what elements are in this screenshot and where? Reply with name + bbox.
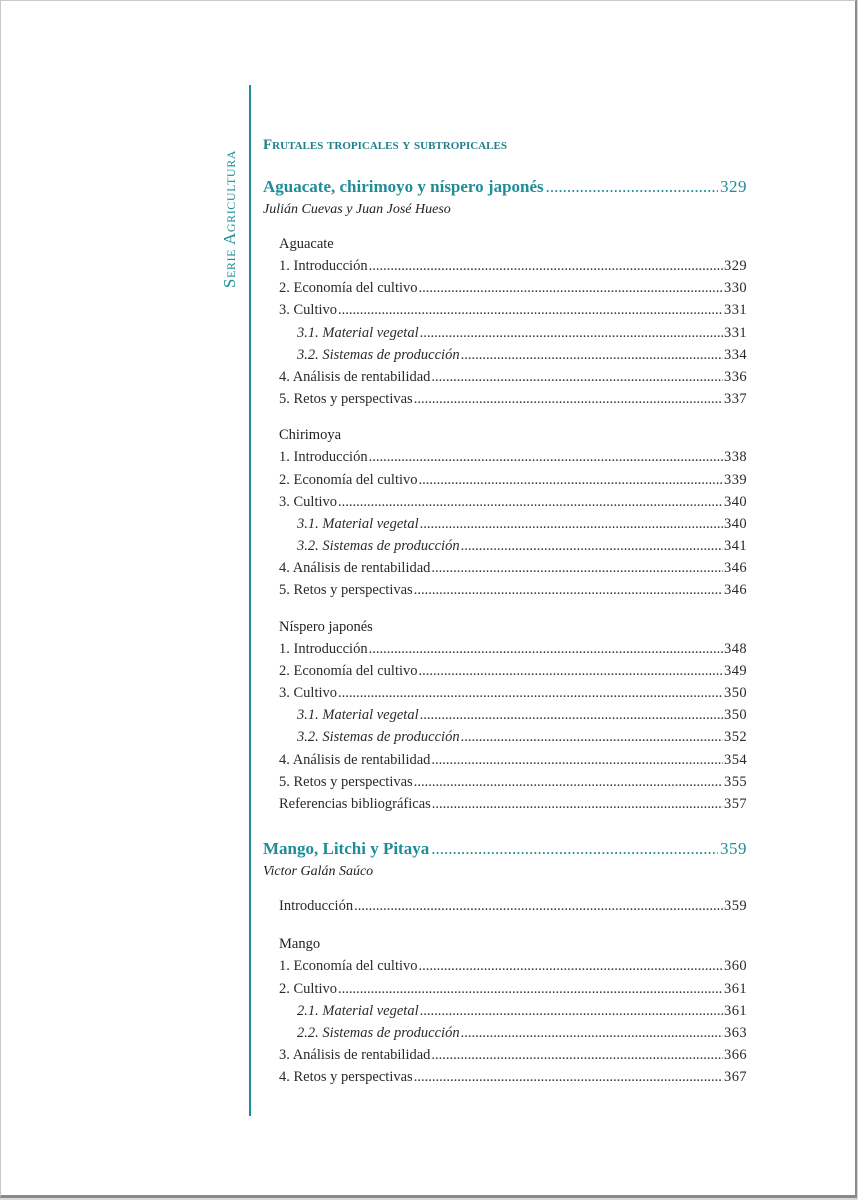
toc-entry[interactable] [279,388,747,410]
entry-page: 346 [724,582,747,599]
entry-page: 334 [724,346,747,363]
dot-leader [431,837,718,861]
toc-subentry[interactable] [279,344,747,366]
dot-leader [420,704,723,726]
entry-page: 348 [724,640,747,657]
entry-page: 340 [724,515,747,532]
entry-label: 3.2. Sistemas de producción [297,538,460,555]
dot-leader [369,638,723,660]
entry-page: 350 [724,707,747,724]
entry-label: Referencias bibliográficas [279,795,431,812]
toc-entry[interactable] [279,366,747,388]
dot-leader [461,344,723,366]
dot-leader [420,513,723,535]
entry-page: 363 [724,1024,747,1041]
entry-page: 354 [724,751,747,768]
toc-subentry[interactable] [279,704,747,726]
chapter-heading[interactable] [263,175,747,199]
toc-subentry[interactable] [279,535,747,557]
toc-entry[interactable] [279,749,747,771]
entry-label: 3. Análisis de rentabilidad [279,1047,431,1064]
chapter-authors: Victor Galán Saúco [263,864,374,880]
table-of-contents [263,135,747,1088]
entry-label: 1. Introducción [279,258,368,274]
entry-page: 355 [724,773,747,790]
entry-page: 341 [724,538,747,555]
toc-entry[interactable] [279,660,747,682]
chapter-page: 329 [720,177,747,196]
dot-leader [369,255,723,277]
entry-label: 3. Cultivo [279,493,338,510]
toc-entry[interactable] [279,579,747,601]
dot-leader [354,895,723,917]
entry-label: 2. Economía del cultivo [279,471,418,488]
entry-label: 3.2. Sistemas de producción [297,729,460,746]
section-title: Frutales tropicales y subtropicales [263,137,507,153]
dot-leader [338,978,723,1000]
group-title: Mango [279,936,321,953]
chapter-title: Aguacate, chirimoyo y níspero japonés [263,177,544,196]
entry-label: 4. Análisis de rentabilidad [279,368,431,385]
toc-group [263,883,747,1088]
dot-leader [546,175,718,199]
dot-leader [419,277,724,299]
dot-leader [369,446,723,468]
series-label: Serie Agricultura [220,149,239,289]
entry-label: 2. Economía del cultivo [279,280,418,297]
entry-label: 4. Análisis de rentabilidad [279,751,431,768]
chapter-authors: Julián Cuevas y Juan José Hueso [263,202,451,217]
entry-page: 346 [724,560,747,577]
dot-leader [431,1044,723,1066]
chapter-heading[interactable] [263,837,747,861]
dot-leader [338,299,723,321]
entry-page: 330 [724,280,747,297]
dot-leader [461,535,723,557]
dot-leader [431,749,723,771]
toc-subentry[interactable] [279,726,747,748]
toc-subentry[interactable] [279,1000,747,1022]
chapter-title: Mango, Litchi y Pitaya [263,839,430,859]
dot-leader [432,793,723,815]
dot-leader [419,660,724,682]
dot-leader [414,771,723,793]
entry-page: 361 [724,1002,747,1019]
dot-leader [338,491,723,513]
toc-entry[interactable] [279,255,747,277]
dot-leader [419,469,724,491]
toc-entry[interactable] [279,491,747,513]
entry-page: 359 [724,898,747,915]
margin-rule [249,85,251,1116]
toc-entry[interactable] [279,469,747,491]
dot-leader [420,322,723,344]
toc-entry[interactable] [279,557,747,579]
toc-entry[interactable] [279,895,747,917]
entry-page: 329 [724,258,747,274]
entry-label: 2.1. Material vegetal [297,1002,419,1019]
entry-label: 4. Análisis de rentabilidad [279,560,431,577]
entry-label: 3.2. Sistemas de producción [297,346,460,363]
chapter-page: 359 [720,839,747,859]
entry-label: 3.1. Material vegetal [297,324,419,341]
entry-page: 337 [724,391,747,408]
toc-entry[interactable] [279,682,747,704]
toc-entry[interactable] [279,1044,747,1066]
entry-page: 350 [724,685,747,701]
entry-page: 361 [724,980,747,997]
entry-page: 366 [724,1047,747,1064]
group-title: Níspero japonés [279,618,373,635]
entry-label: 4. Retos y perspectivas [279,1069,413,1086]
entry-label: 5. Retos y perspectivas [279,391,413,408]
dot-leader [420,1000,723,1022]
toc-subentry[interactable] [279,1022,747,1044]
entry-page: 339 [724,471,747,488]
dot-leader [414,388,723,410]
dot-leader [419,955,724,977]
group-title: Chirimoya [279,427,342,444]
dot-leader [461,726,723,748]
entry-label: 3. Cultivo [279,685,338,701]
entry-label: 1. Introducción [279,449,368,466]
entry-label: 2. Cultivo [279,980,338,997]
entry-page: 352 [724,729,747,746]
entry-page: 340 [724,493,747,510]
entry-label: 5. Retos y perspectivas [279,582,413,599]
toc-subentry[interactable] [279,513,747,535]
entry-label: 3.1. Material vegetal [297,707,419,724]
toc-entry[interactable] [279,1066,747,1088]
dot-leader [431,557,723,579]
entry-page: 360 [724,958,747,975]
entry-page: 336 [724,368,747,385]
entry-page: 349 [724,662,747,679]
dot-leader [461,1022,723,1044]
group-title: Aguacate [279,236,334,252]
entry-page: 367 [724,1069,747,1086]
entry-label: 3.1. Material vegetal [297,515,419,532]
toc-entry[interactable] [279,446,747,468]
entry-page: 357 [724,795,747,812]
toc-entry[interactable] [279,277,747,299]
toc-entry[interactable] [279,771,747,793]
toc-entry[interactable] [279,299,747,321]
dot-leader [338,682,723,704]
entry-label: 3. Cultivo [279,302,338,319]
toc-entry[interactable] [279,978,747,1000]
entry-label: 2.2. Sistemas de producción [297,1024,460,1041]
entry-label: 2. Economía del cultivo [279,662,418,679]
entry-page: 331 [724,324,747,341]
toc-entry[interactable] [279,793,747,815]
toc-entry[interactable] [279,955,747,977]
entry-label: 5. Retos y perspectivas [279,773,413,790]
toc-subentry[interactable] [279,322,747,344]
toc-group [263,221,747,815]
dot-leader [414,1066,723,1088]
entry-label: 1. Economía del cultivo [279,958,418,975]
entry-label: 1. Introducción [279,640,368,657]
toc-entry[interactable] [279,638,747,660]
dot-leader [431,366,723,388]
entry-label: Introducción [279,898,354,915]
entry-page: 338 [724,449,747,466]
dot-leader [414,579,723,601]
entry-page: 331 [724,302,747,319]
